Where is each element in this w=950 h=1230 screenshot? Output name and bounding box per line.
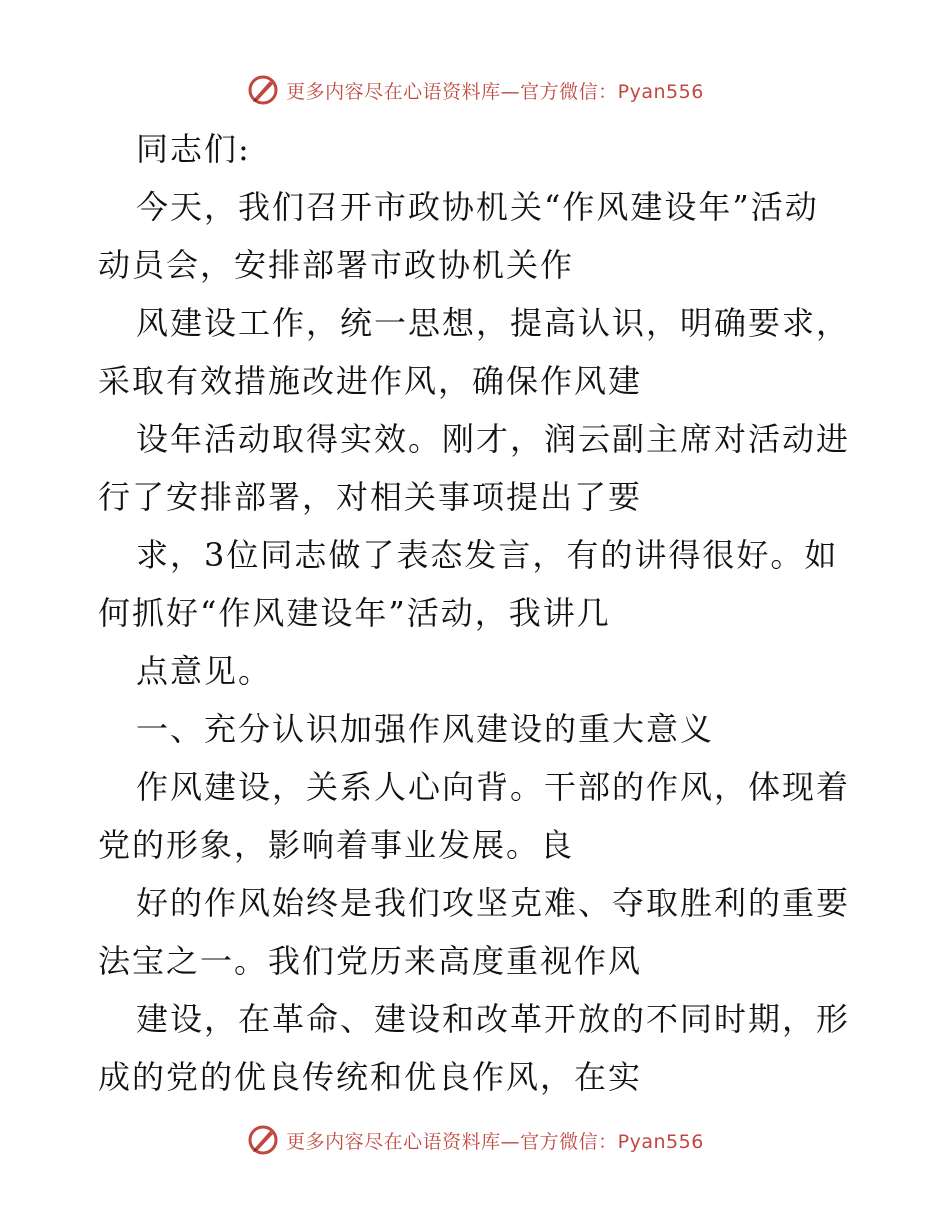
body-text-line: 作风建设，关系人心向背。干部的作风，体现着	[136, 768, 851, 806]
body-text-line: 党的形象，影响着事业发展。良	[98, 826, 575, 864]
body-text-line: 采取有效措施改进作风，确保作风建	[98, 362, 643, 400]
document-body	[98, 120, 858, 1106]
watermark-text: 更多内容尽在心语资料库—官方微信：Pyan556	[286, 1130, 704, 1153]
body-text-line: 今天，我们召开市政协机关“作风建设年”活动	[136, 188, 819, 226]
body-text-line: 法宝之一。我们党历来高度重视作风	[98, 942, 643, 980]
body-text-line: 设年活动取得实效。刚才，润云副主席对活动进	[136, 420, 851, 458]
body-text-line: 点意见。	[136, 652, 273, 690]
body-text-line: 建设，在革命、建设和改革开放的不同时期，形	[136, 1000, 851, 1038]
watermark-footer	[0, 1120, 950, 1160]
body-text-line: 好的作风始终是我们攻坚克难、夺取胜利的重要	[136, 884, 851, 922]
body-text-line: 动员会，安排部署市政协机关作	[98, 246, 575, 284]
body-text-line: 一、充分认识加强作风建设的重大意义	[136, 710, 715, 748]
watermark-header	[0, 70, 950, 110]
watermark-text: 更多内容尽在心语资料库—官方微信：Pyan556	[286, 80, 704, 103]
body-text-line: 何抓好“作风建设年”活动，我讲几	[98, 594, 611, 632]
body-text-line: 行了安排部署，对相关事项提出了要	[98, 478, 643, 516]
quill-logo-icon	[246, 1123, 280, 1157]
body-text-line: 风建设工作，统一思想，提高认识，明确要求，	[136, 304, 851, 342]
body-text-line: 同志们:	[136, 130, 251, 168]
quill-logo-icon	[246, 73, 280, 107]
body-text-line: 求，3位同志做了表态发言，有的讲得很好。如	[136, 536, 839, 574]
body-text-line: 成的党的优良传统和优良作风，在实	[98, 1058, 643, 1096]
